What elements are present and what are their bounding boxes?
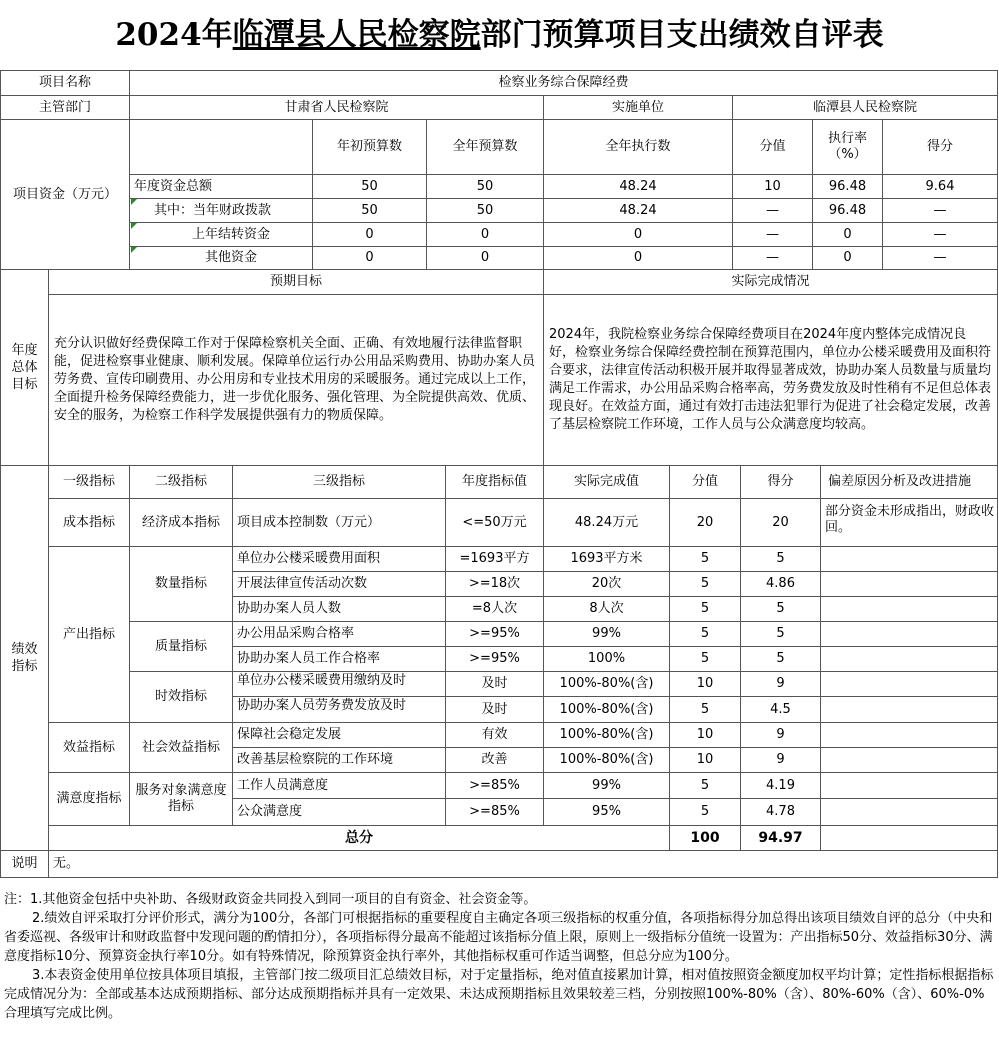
fund-cell: 50: [427, 199, 544, 223]
perf-row-target: =1693平方: [446, 547, 544, 572]
l1-benefit: 效益指标: [49, 723, 130, 773]
perf-row-score: 9: [741, 672, 821, 697]
title-year: 2024年: [115, 17, 233, 53]
perf-row-weight: 5: [670, 547, 741, 572]
perf-row-weight: 5: [670, 773, 741, 799]
fund-cell: —: [883, 199, 998, 223]
fund-cell: 0: [544, 247, 733, 270]
perf-row-actual: 100%: [544, 647, 670, 672]
fund-cell: 0: [544, 223, 733, 247]
title-rest: 部门预算项目支出绩效自评表: [480, 17, 884, 53]
perf-row-target: 及时: [446, 697, 544, 723]
note-2: 2.绩效自评采取打分评价形式，满分为100分，各部门可根据指标的重要程度自主确定各项三级指标的权重分值，各项指标得分加总得出该项目绩效自评的总分（中央和省委巡视、各级审计和财政监督中发现问题的酌情扣分），各项指标得分最高不能超过该指标分值上限，原则上一级指标分值统一设置为：产出指标50分、效益指标30分、满意度指标10分、预算资金执行率10分。如有特殊情况，除预算资金执行率外，其他指标权重可作适当调整，但总分应为100分。: [4, 911, 993, 964]
perf-row-deviation: [821, 697, 998, 723]
perf-col-l3: 三级指标: [233, 466, 446, 499]
perf-row-deviation: [821, 773, 998, 799]
total-weight: 100: [670, 826, 741, 851]
col-exec-rate: 执行率（%）: [813, 120, 883, 175]
perf-row-name: 开展法律宣传活动次数: [233, 572, 446, 597]
perf-row-weight: 20: [670, 499, 741, 547]
perf-row-actual: 48.24万元: [544, 499, 670, 547]
performance-table: [0, 70, 998, 878]
perf-row-target: >=18次: [446, 572, 544, 597]
perf-row-name: 协助办案人员劳务费发放及时: [233, 697, 446, 723]
perf-col-deviation: 偏差原因分析及改进措施: [821, 466, 998, 499]
perf-row-name: 项目成本控制数（万元）: [233, 499, 446, 547]
perf-row-score: 9: [741, 748, 821, 773]
l2-quantity: 数量指标: [130, 547, 233, 622]
l2-service-satisfaction: 服务对象满意度指标: [130, 773, 233, 826]
fund-cell: 0: [313, 223, 427, 247]
l2-timeliness: 时效指标: [130, 672, 233, 723]
perf-row-deviation: [821, 672, 998, 697]
l2-social-benefit: 社会效益指标: [130, 723, 233, 773]
fund-cell: 50: [427, 175, 544, 199]
note-1: 注：1.其他资金包括中央补助、各级财政资金共同投入到同一项目的自有资金、社会资金等。: [4, 892, 537, 907]
perf-row-deviation: [821, 647, 998, 672]
notes: [4, 890, 994, 1023]
actual-result-text: 2024年，我院检察业务综合保障经费项目在2024年度内整体完成情况良好，检察业务综合保障经费控制在预算范围内，单位办公楼采暖费用及面积符合要求，法律宣传活动积极开展并取得显著成效，协助办案人员数量与质量均满足工作需求，办公用品采购合格率高，劳务费发放及时性稍有不足但总体表现良好。在效益方面，通过有效打击违法犯罪行为促进了社会稳定发展，改善了基层检察院工作环境，工作人员与公众满意度均较高。: [544, 295, 998, 466]
perf-row-weight: 5: [670, 697, 741, 723]
funds-corner: [130, 120, 313, 175]
cell-marker: [131, 247, 137, 253]
perf-row-score: 4.5: [741, 697, 821, 723]
perf-row-actual: 20次: [544, 572, 670, 597]
perf-label: 绩效指标: [1, 466, 49, 851]
perf-col-actual: 实际完成值: [544, 466, 670, 499]
perf-row-score: 5: [741, 622, 821, 647]
perf-row-deviation: [821, 748, 998, 773]
note-3: 3.本表资金使用单位按具体项目填报，主管部门按二级项目汇总绩效目标，对于定量指标，绝对值直接累加计算，相对值按照资金额度加权平均计算；定性指标根据指标完成情况分为：全部或基本达成预期指标、部分达成预期指标并具有一定效果、未达成预期指标且效果较差三档，分别按照100%-80%（含）、80%-60%（含）、60%-0%合理填写完成比例。: [4, 968, 994, 1021]
fund-cell: —: [883, 247, 998, 270]
fund-row-name: 其中：当年财政拨款: [130, 199, 313, 223]
perf-row-weight: 10: [670, 672, 741, 697]
fund-cell: 10: [733, 175, 813, 199]
perf-row-name: 单位办公楼采暖费用面积: [233, 547, 446, 572]
perf-row-score: 9: [741, 723, 821, 748]
perf-row-score: 5: [741, 647, 821, 672]
perf-row-actual: 100%-80%(含): [544, 748, 670, 773]
perf-row-name: 协助办案人员工作合格率: [233, 647, 446, 672]
perf-row-actual: 100%-80%(含): [544, 697, 670, 723]
fund-cell: —: [733, 199, 813, 223]
fund-cell: 50: [313, 175, 427, 199]
impl-value: 临潭县人民检察院: [733, 96, 998, 120]
perf-row-actual: 100%-80%(含): [544, 672, 670, 697]
perf-row-deviation: [821, 723, 998, 748]
perf-col-l2: 二级指标: [130, 466, 233, 499]
fund-cell: 9.64: [883, 175, 998, 199]
perf-row-name: 单位办公楼采暖费用缴纳及时: [233, 672, 446, 697]
perf-row-target: 有效: [446, 723, 544, 748]
perf-row-target: >=95%: [446, 647, 544, 672]
total-label: 总分: [49, 826, 670, 851]
actual-result-label: 实际完成情况: [544, 270, 998, 295]
l1-satisfaction: 满意度指标: [49, 773, 130, 826]
l2-economic-cost: 经济成本指标: [130, 499, 233, 547]
fund-cell: —: [733, 223, 813, 247]
perf-row-target: >=95%: [446, 622, 544, 647]
perf-row-deviation: [821, 597, 998, 622]
perf-row-deviation: [821, 572, 998, 597]
dept-label: 主管部门: [1, 96, 130, 120]
perf-row-deviation: [821, 622, 998, 647]
fund-row-name: 其他资金: [130, 247, 313, 270]
perf-row-weight: 5: [670, 799, 741, 826]
col-executed: 全年执行数: [544, 120, 733, 175]
perf-row-deviation: [821, 799, 998, 826]
fund-cell: 50: [313, 199, 427, 223]
fund-cell: 0: [313, 247, 427, 270]
goals-label: 年度总体目标: [1, 270, 49, 466]
fund-cell: 96.48: [813, 199, 883, 223]
perf-row-name: 办公用品采购合格率: [233, 622, 446, 647]
fund-cell: 0: [813, 223, 883, 247]
remark-label: 说明: [1, 851, 49, 878]
perf-col-score: 得分: [741, 466, 821, 499]
perf-row-weight: 5: [670, 572, 741, 597]
perf-row-target: 及时: [446, 672, 544, 697]
fund-row-name: 上年结转资金: [130, 223, 313, 247]
perf-row-score: 4.19: [741, 773, 821, 799]
perf-row-actual: 8人次: [544, 597, 670, 622]
perf-row-target: 改善: [446, 748, 544, 773]
l1-cost: 成本指标: [49, 499, 130, 547]
perf-row-name: 保障社会稳定发展: [233, 723, 446, 748]
perf-row-actual: 99%: [544, 622, 670, 647]
perf-row-weight: 10: [670, 723, 741, 748]
perf-row-deviation: [821, 547, 998, 572]
perf-row-actual: 99%: [544, 773, 670, 799]
perf-row-score: 4.78: [741, 799, 821, 826]
perf-row-weight: 5: [670, 597, 741, 622]
cell-marker: [131, 199, 137, 205]
title-unit: 临潭县人民检察院: [232, 17, 481, 53]
perf-col-l1: 一级指标: [49, 466, 130, 499]
expected-goal-text: 充分认识做好经费保障工作对于保障检察机关全面、正确、有效地履行法律监督职能，促进检察事业健康、顺利发展。保障单位运行办公用品采购费用、协助办案人员劳务费、宣传印刷费用、办公用房和专业技术用房的采暖服务。通过完成以上工作，全面提升检务保障经费能力，进一步优化服务、强化管理、为全院提供高效、优质、安全的服务，为检察工作科学发展提供强有力的物质保障。: [49, 295, 544, 466]
dept-value: 甘肃省人民检察院: [130, 96, 544, 120]
perf-row-score: 20: [741, 499, 821, 547]
total-deviation: [821, 826, 998, 851]
total-score: 94.97: [741, 826, 821, 851]
fund-cell: 96.48: [813, 175, 883, 199]
col-score: 得分: [883, 120, 998, 175]
perf-row-weight: 5: [670, 647, 741, 672]
perf-row-actual: 1693平方米: [544, 547, 670, 572]
perf-row-weight: 5: [670, 622, 741, 647]
fund-cell: 48.24: [544, 199, 733, 223]
perf-col-target: 年度指标值: [446, 466, 544, 499]
perf-row-name: 改善基层检察院的工作环境: [233, 748, 446, 773]
fund-row-name: 年度资金总额: [130, 175, 313, 199]
perf-row-target: <=50万元: [446, 499, 544, 547]
perf-row-target: >=85%: [446, 773, 544, 799]
project-name-label: 项目名称: [1, 71, 130, 96]
fund-cell: 0: [813, 247, 883, 270]
cell-marker: [131, 223, 137, 229]
col-annual-budget: 全年预算数: [427, 120, 544, 175]
fund-cell: 0: [427, 247, 544, 270]
l2-quality: 质量指标: [130, 622, 233, 672]
perf-deviation-text: 部分资金未形成指出，财政收回。: [821, 499, 998, 547]
perf-row-actual: 100%-80%(含): [544, 723, 670, 748]
project-name: 检察业务综合保障经费: [130, 71, 998, 96]
impl-label: 实施单位: [544, 96, 733, 120]
l1-output: 产出指标: [49, 547, 130, 723]
expected-goal-label: 预期目标: [49, 270, 544, 295]
perf-col-weight: 分值: [670, 466, 741, 499]
col-weight: 分值: [733, 120, 813, 175]
perf-row-weight: 10: [670, 748, 741, 773]
perf-row-score: 5: [741, 597, 821, 622]
fund-cell: —: [883, 223, 998, 247]
perf-row-name: 公众满意度: [233, 799, 446, 826]
perf-row-name: 协助办案人员人数: [233, 597, 446, 622]
fund-cell: —: [733, 247, 813, 270]
col-initial-budget: 年初预算数: [313, 120, 427, 175]
perf-row-actual: 95%: [544, 799, 670, 826]
perf-row-target: =8人次: [446, 597, 544, 622]
remark-text: 无。: [49, 851, 998, 878]
fund-cell: 48.24: [544, 175, 733, 199]
fund-cell: 0: [427, 223, 544, 247]
perf-row-name: 工作人员满意度: [233, 773, 446, 799]
perf-row-score: 4.86: [741, 572, 821, 597]
funds-label: 项目资金（万元）: [1, 120, 130, 270]
page-title: [0, 0, 999, 70]
perf-row-target: >=85%: [446, 799, 544, 826]
perf-row-score: 5: [741, 547, 821, 572]
